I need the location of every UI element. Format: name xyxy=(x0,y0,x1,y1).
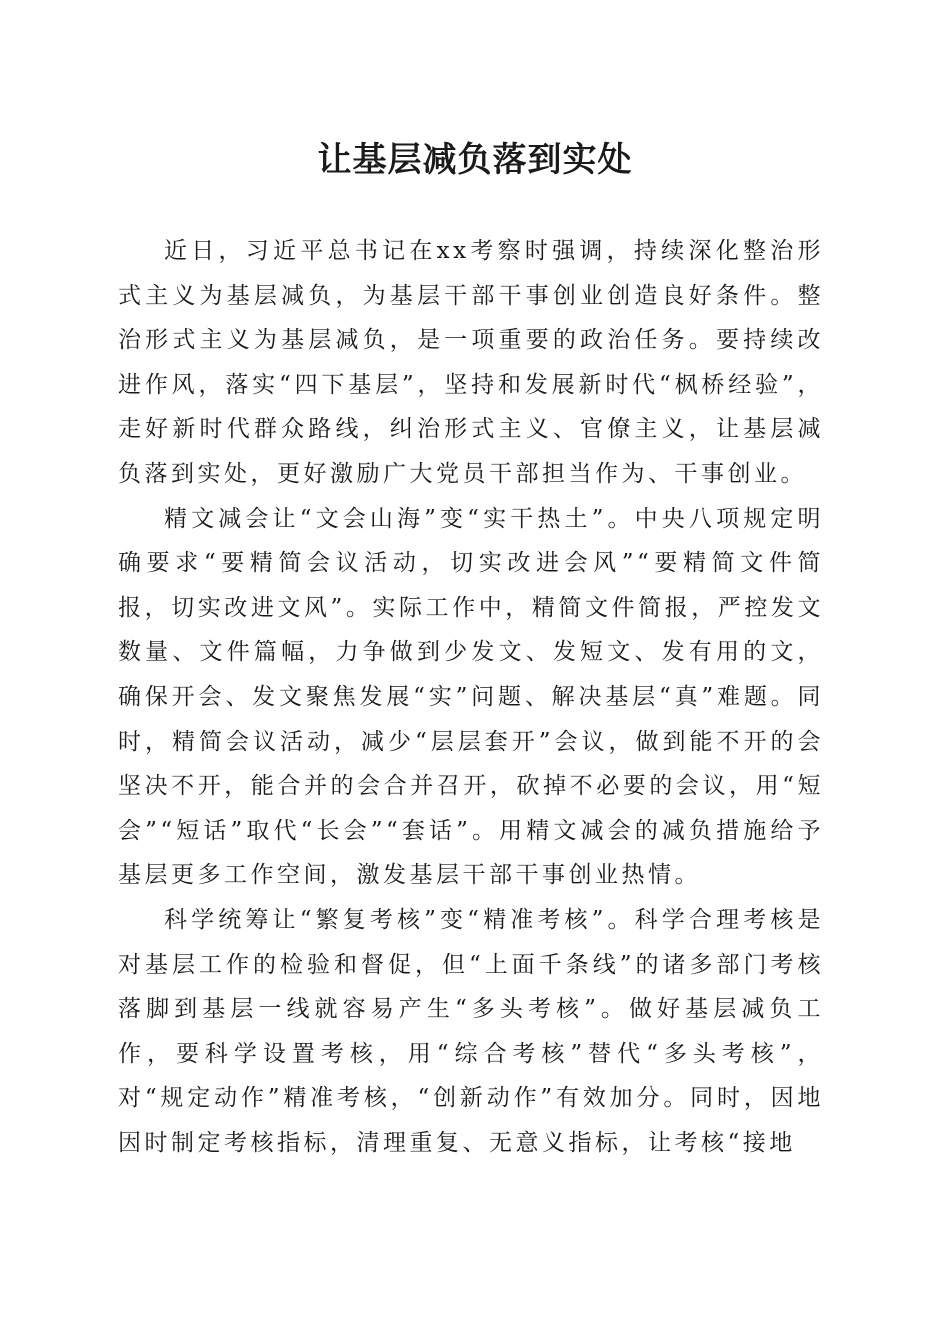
document-title: 让基层减负落到实处 xyxy=(317,140,633,180)
paragraph-assessment: 科学统筹让“繁复考核”变“精准考核”。科学合理考核是对基层工作的检验和督促，但“上面千条线”的诸多部门考核落脚到基层一线就容易产生“多头考核”。做好基层减负工作，要科学设置考核，用“综合考核”替代“多头考核”，对“规定动作”精准考核，“创新动作”有效加分。同时，因地因时制定考核指标，清理重复、无意义指标，让考核“接地 xyxy=(118,906,824,1156)
paragraph-meetings: 精文减会让“文会山海”变“实干热土”。中央八项规定明确要求“要精简会议活动，切实改进会风”“要精简文件简报，切实改进文风”。实际工作中，精简文件简报，严控发文数量、文件篇幅，力争做到少发文、发短文、发有用的文，确保开会、发文聚焦发展“实”问题、解决基层“真”难题。同时，精简会议活动，减少“层层套开”会议，做到能不开的会坚决不开，能合并的会合并召开，砍掉不必要的会议，用“短会”“短话”取代“长会”“套话”。用精文减会的减负措施给予基层更多工作空间，激发基层干部干事创业热情。 xyxy=(118,505,824,889)
document-body xyxy=(118,229,824,1165)
paragraph-intro: 近日，习近平总书记在xx考察时强调，持续深化整治形式主义为基层减负，为基层干部干事创业创造良好条件。整治形式主义为基层减负，是一项重要的政治任务。要持续改进作风，落实“四下基层”，坚持和发展新时代“枫桥经验”，走好新时代群众路线，纠治形式主义、官僚主义，让基层减负落到实处，更好激励广大党员干部担当作为、干事创业。 xyxy=(118,238,824,487)
